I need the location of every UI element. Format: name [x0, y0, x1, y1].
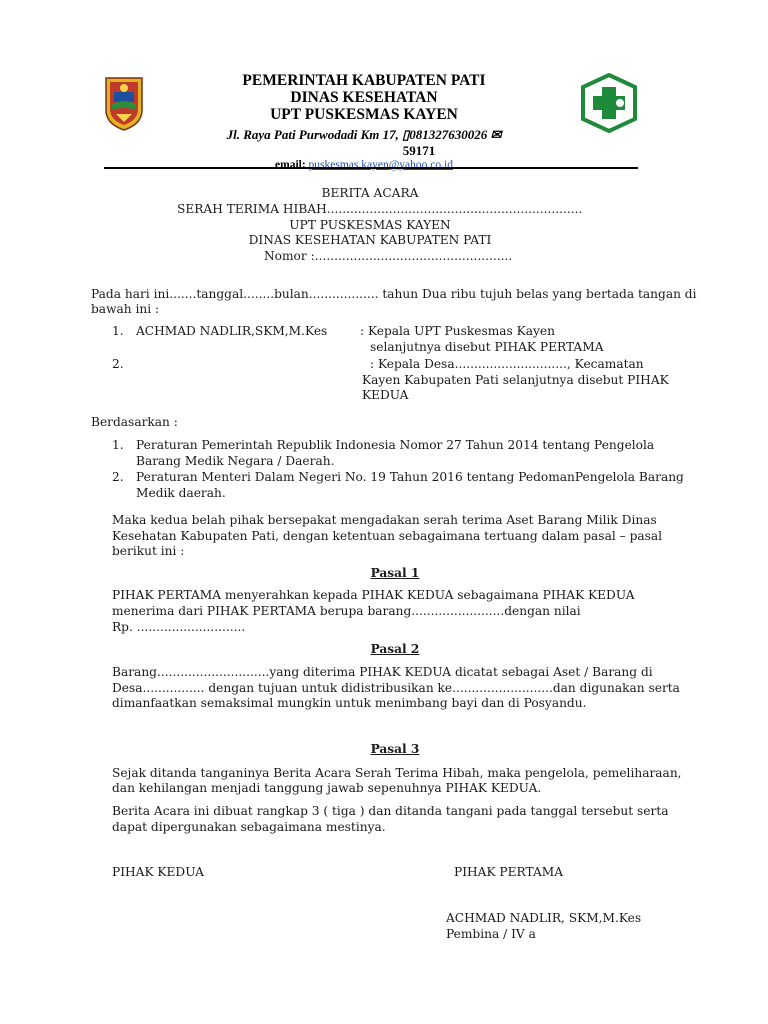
basis-text: Barang Medik Negara / Daerah. — [136, 454, 335, 468]
party-name: ACHMAD NADLIR,SKM,M.Kes — [136, 324, 328, 338]
basis-number: 2. — [112, 470, 124, 484]
pati-regency-crest-logo — [102, 74, 146, 132]
party-description: : Kepala UPT Puskesmas Kayen — [360, 324, 555, 338]
pasal-2-text: Desa................ dengan tujuan untuk didistribusikan ke..........................dan digunakan serta — [112, 681, 680, 695]
department-name: DINAS KESEHATAN — [290, 89, 438, 106]
intro-line: Pada hari ini.......tanggal........bulan.................. tahun Dua ribu tujuh belas yang bertada tangan di — [91, 287, 697, 301]
agreement-text: Kesehatan Kabupaten Pati, dengan ketentuan sebagaimana tertuang dalam pasal – pasal — [112, 529, 663, 543]
letterhead — [150, 72, 578, 172]
signature-right-name: ACHMAD NADLIR, SKM,M.Kes — [446, 911, 642, 925]
party-description: KEDUA — [362, 388, 409, 402]
basis-text: Peraturan Menteri Dalam Negeri No. 19 Tahun 2016 tentang PedomanPengelola Barang — [136, 470, 684, 484]
agreement-text: Maka kedua belah pihak bersepakat mengadakan serah terima Aset Barang Milik Dinas — [112, 513, 657, 527]
party-number: 2. — [112, 357, 124, 371]
pasal-3-text: Sejak ditanda tanganinya Berita Acara Serah Terima Hibah, maka pengelola, pemeliharaan, — [112, 766, 682, 780]
basis-number: 1. — [112, 438, 124, 452]
doc-title: BERITA ACARA — [321, 186, 419, 200]
puskesmas-cross-logo — [580, 73, 638, 133]
pasal-2-title: Pasal 2 — [370, 642, 420, 656]
letterhead-divider — [104, 167, 638, 169]
email-label: email: — [275, 159, 309, 171]
pasal-3-title: Pasal 3 — [370, 742, 420, 756]
party-description: selanjutnya disebut PIHAK PERTAMA — [370, 340, 604, 354]
pasal-1-title: Pasal 1 — [370, 566, 420, 580]
pasal-1-text: PIHAK PERTAMA menyerahkan kepada PIHAK KEDUA sebagaimana PIHAK KEDUA — [112, 588, 635, 602]
institution-name: UPT PUSKESMAS KAYEN — [270, 106, 458, 123]
pasal-3-text: dan kehilangan menjadi tanggung jawab sepenuhnya PIHAK KEDUA. — [112, 781, 542, 795]
email-link[interactable]: puskesmas.kayen@yahoo.co.id — [308, 159, 453, 171]
basis-label: Berdasarkan : — [91, 415, 178, 429]
pasal-2-text: Barang.............................yang diterima PIHAK KEDUA dicatat sebagai Aset / Barang di — [112, 665, 653, 679]
doc-org: UPT PUSKESMAS KAYEN — [289, 218, 451, 232]
basis-text: Peraturan Pemerintah Republik Indonesia Nomor 27 Tahun 2014 tentang Pengelola — [136, 438, 655, 452]
doc-dept: DINAS KESEHATAN KABUPATEN PATI — [248, 233, 492, 247]
intro-line: bawah ini : — [91, 302, 160, 316]
agreement-text: berikut ini : — [112, 544, 185, 558]
government-name: PEMERINTAH KABUPATEN PATI — [242, 72, 486, 89]
email-line — [150, 158, 578, 172]
address-line: Jl. Raya Pati Purwodadi Km 17, ▯081327630026 ✉ — [226, 127, 502, 142]
doc-subtitle: SERAH TERIMA HIBAH.................................................................. — [177, 202, 583, 216]
party-description: : Kepala Desa............................., Kecamatan — [370, 357, 644, 371]
pasal-3-text: Berita Acara ini dibuat rangkap 3 ( tiga ) dan ditanda tangani pada tanggal tersebut serta — [112, 804, 669, 818]
signature-left-label: PIHAK KEDUA — [112, 865, 204, 879]
postal-code: 59171 — [402, 143, 436, 158]
signature-right-label: PIHAK PERTAMA — [454, 865, 564, 879]
pasal-1-text: Rp. ............................ — [112, 620, 246, 634]
pasal-2-text: dimanfaatkan semaksimal mungkin untuk menimbang bayi dan di Posyandu. — [112, 696, 587, 710]
basis-text: Medik daerah. — [136, 486, 226, 500]
party-number: 1. — [112, 324, 124, 338]
signature-right-rank: Pembina / IV a — [446, 927, 536, 941]
pasal-1-text: menerima dari PIHAK PERTAMA berupa barang........................dengan nilai — [112, 604, 581, 618]
pasal-3-text: dapat dipergunakan sebagaimana mestinya. — [112, 820, 386, 834]
party-description: Kayen Kabupaten Pati selanjutnya disebut PIHAK — [362, 373, 669, 387]
doc-number: Nomor :................................................... — [264, 249, 513, 263]
